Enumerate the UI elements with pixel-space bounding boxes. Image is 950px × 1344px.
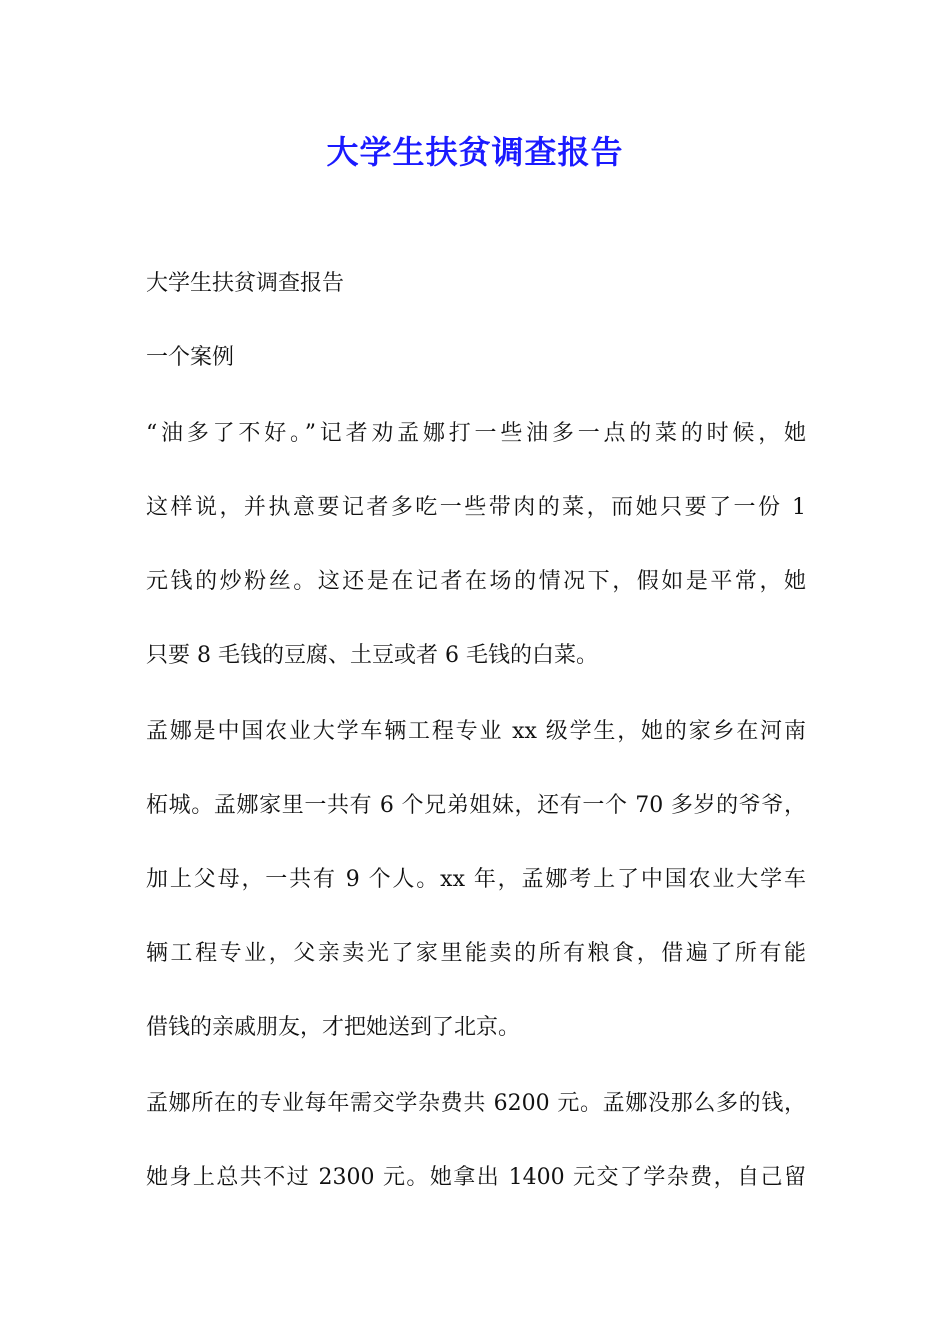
paragraph-line: 孟娜所在的专业每年需交学杂费共 6200 元。孟娜没那么多的钱，: [146, 1091, 806, 1116]
paragraph-line: 她身上总共不过 2300 元。她拿出 1400 元交了学杂费，自己留: [146, 1165, 806, 1190]
paragraph-line: 加上父母，一共有 9 个人。xx 年，孟娜考上了中国农业大学车: [146, 867, 806, 892]
paragraph-line: “油多了不好。”记者劝孟娜打一些油多一点的菜的时候，她: [146, 421, 806, 446]
paragraph-line: 只要 8 毛钱的豆腐、土豆或者 6 毛钱的白菜。: [146, 643, 598, 668]
paragraph-line: 元钱的炒粉丝。这还是在记者在场的情况下，假如是平常，她: [146, 569, 806, 594]
paragraph-line: 柘城。孟娜家里一共有 6 个兄弟姐妹，还有一个 70 多岁的爷爷，: [146, 793, 806, 818]
paragraph-line: 孟娜是中国农业大学车辆工程专业 xx 级学生，她的家乡在河南: [146, 719, 806, 744]
subtitle: 大学生扶贫调查报告: [146, 271, 345, 296]
document-title: 大学生扶贫调查报告: [326, 133, 624, 171]
paragraph-line: 这样说，并执意要记者多吃一些带肉的菜，而她只要了一份 1: [146, 495, 806, 520]
paragraph-line: 辆工程专业，父亲卖光了家里能卖的所有粮食，借遍了所有能: [146, 941, 806, 966]
paragraph-line: 借钱的亲戚朋友，才把她送到了北京。: [146, 1015, 521, 1040]
section-heading: 一个案例: [146, 345, 235, 370]
